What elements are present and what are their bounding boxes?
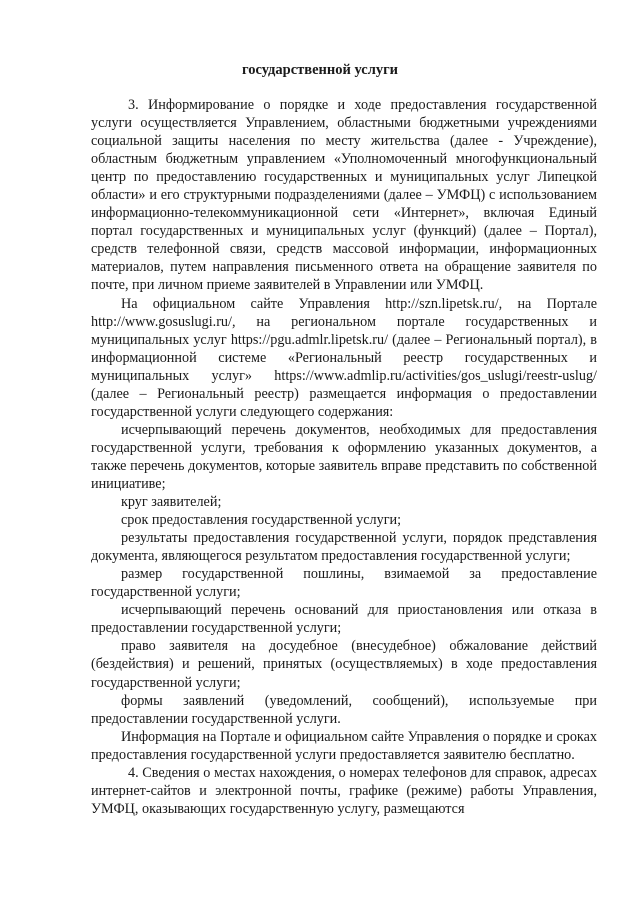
paragraph-official-sites: На официальном сайте Управления http://szn.lipetsk.ru/, на Портале http://www.gosuslugi.ru/, на региональном портале государственных и муниципальных услуг https://pgu.admlr.lipetsk.ru/ (далее – Региональный портал), в информационной системе «Региональный реестр государственных и муниципальных услуг» https://www.admlip.ru/activities/gos_uslugi/reestr-uslug/ (далее – Региональный реестр) размещается информация о предоставлении государственной услуги следующего содержания: [91,295,597,420]
paragraph-free-info: Информация на Портале и официальном сайте Управления о порядке и сроках предоставления государственной услуги предоставляется заявителю бесплатно. [91,728,597,763]
list-item-duty: размер государственной пошлины, взимаемой за предоставление государственной услуги; [91,566,597,601]
paragraph-section-3: 3. Информирование о порядке и ходе предоставления государственной услуги осуществляется Управлением, областными бюджетными учреждениями социальной защиты населения по месту жительства (далее - Учреждение), областным бюджетным управлением «Уполномоченный многофункциональный центр по предоставлению государственных и муниципальных услуг Липецкой области» и его структурными подразделениями (далее – УМФЦ) с использованием информационно-телекоммуникационной сети «Интернет», включая Единый портал государственных и муниципальных услуг (функций) (далее – Портал), средств телефонной связи, средств массовой информации, информационных материалов, путем направления письменного ответа на обращение заявителя по почте, при личном приеме заявителей в Управлении или УМФЦ. [91,97,597,294]
document-body [91,96,597,818]
page-title: государственной услуги [241,62,399,78]
list-item-refusal-grounds: исчерпывающий перечень оснований для приостановления или отказа в предоставлении государственной услуги; [91,602,597,637]
list-item-appeal-right: право заявителя на досудебное (внесудебное) обжалование действий (бездействия) и решений, принятых (осуществляемых) в ходе предоставления государственной услуги; [91,638,597,691]
list-item-forms: формы заявлений (уведомлений, сообщений), используемые при предоставлении государственной услуги. [91,692,597,727]
paragraph-section-4: 4. Сведения о местах нахождения, о номерах телефонов для справок, адресах интернет-сайтов и электронной почты, графике (режиме) работы Управления, УМФЦ, оказывающих государственную услугу, размещаются [91,764,597,817]
list-item-results: результаты предоставления государственной услуги, порядок представления документа, являющегося результатом предоставления государственной услуги; [91,530,597,565]
list-item-term: срок предоставления государственной услуги; [121,512,402,529]
list-item-applicants: круг заявителей; [121,494,222,511]
list-item-documents: исчерпывающий перечень документов, необходимых для предоставления государственной услуги, требования к оформлению указанных документов, а также перечень документов, которые заявитель вправе представить по собственной инициативе; [91,421,597,492]
